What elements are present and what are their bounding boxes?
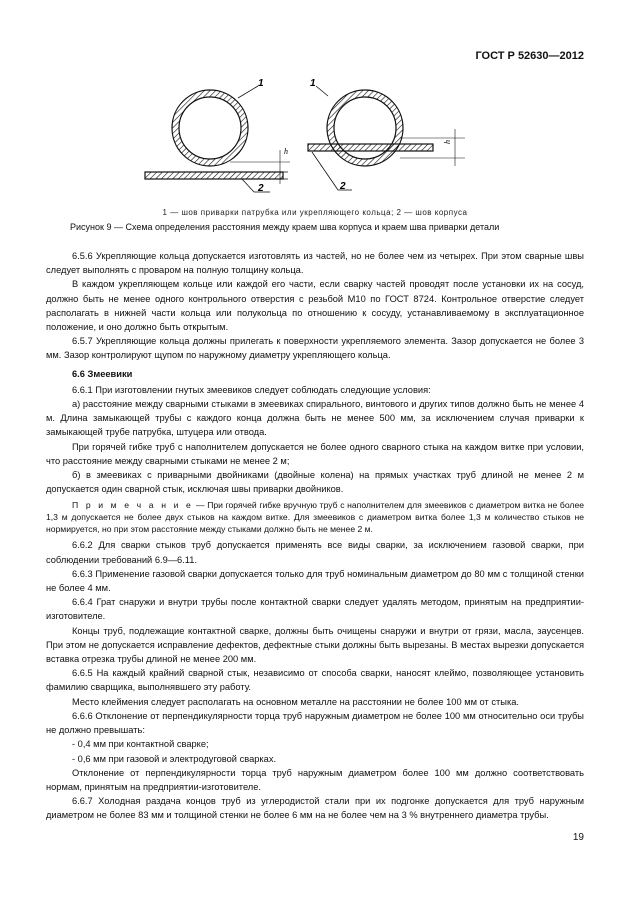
left-detail bbox=[145, 78, 290, 194]
note-text: — При горячей гибке вручную труб с наполнителем для змеевиков с диаметром витка не более 1,3 м допускается не более двух стыков на каждом витке. Для змеевиков с диаметром витка более 1,3 м количество стыков не нормируется, но при этом расстояние между стыками должно быть не менее 2 м. bbox=[46, 500, 584, 535]
list-item: - 0,6 мм при газовой и электродуговой сварках. bbox=[72, 753, 277, 764]
label-1-right: 1 bbox=[310, 78, 316, 89]
right-shell-plate bbox=[308, 144, 433, 151]
paragraph: 6.5.7 Укрепляющие кольца должны прилегать к поверхности укрепляемого элемента. Зазор допускается не более 3 мм. Зазор контролируют щупом по наружному диаметру укрепляющего кольца. bbox=[46, 336, 584, 361]
paragraph: 6.6.4 Грат снаружи и внутри трубы после контактной сварки следует удалять методом, принятым на предприятии-изготовителе. bbox=[46, 597, 584, 622]
paragraph: 6.6.7 Холодная раздача концов труб из углеродистой стали при их подгонке допускается для труб наружным диаметром не более 83 мм и толщиной стенки не более 6 мм на не более чем на 3 % внутреннего диаметра трубы. bbox=[46, 796, 584, 821]
paragraph: 6.6.2 Для сварки стыков труб допускается применять все виды сварки, за исключением газовой сварки, при соблюдении требований 6.9—6.11. bbox=[46, 540, 584, 565]
paragraph: Концы труб, подлежащие контактной сварке, должны быть очищены снаружи и внутри от грязи, масла, заусенцев. При этом не допускается исправление дефектов, дефектные стыки должны быть вырезаны. В местах вырезки допускается вставка отрезка трубы длиной не менее 200 мм. bbox=[46, 625, 584, 665]
paragraph: 6.6.3 Применение газовой сварки допускается только для труб номинальным диаметром до 80 мм с толщиной стенки не более 4 мм. bbox=[46, 568, 584, 594]
paragraph: б) в змеевиках с приварными двойниками (двойные колена) на прямых участках труб длиной не менее 2 м допускается один сварной стык, исключая швы приварки двойников. bbox=[46, 470, 584, 495]
note-label: П р и м е ч а н и е bbox=[72, 500, 194, 511]
paragraph: 6.6.5 На каждый крайний сварной стык, независимо от способа сварки, наносят клеймо, позволяющее установить фамилию сварщика, выполнявшего эту работу. bbox=[46, 668, 584, 693]
paragraph: В каждом укрепляющем кольце или каждой его части, если сварку частей проводят после установки их на сосуд, должно быть не менее одного контрольного отверстия с резьбой М10 по ГОСТ 8724. Контрольное отверстие следует располагать в нижней части кольца или полукольца по отношению к сосуду, устанавливаемому в эксплуатационное положение, и оно должно быть открытым. bbox=[46, 279, 584, 333]
note bbox=[46, 499, 584, 535]
paragraph: При горячей гибке труб с наполнителем допускается не более одного сварного стыка на каждом витке при условии, что расстояние между сварными стыками не менее 2 м; bbox=[46, 441, 584, 466]
document-id: ГОСТ Р 52630—2012 bbox=[475, 50, 584, 62]
right-detail bbox=[308, 78, 465, 192]
paragraph: а) расстояние между сварными стыками в змеевиках спирального, винтового и других типов должно быть не менее 4 м. Длина замыкающей трубы с каждого конца должна быть не менее 500 мм, за исключением случая приварки к замыкающей трубе патрубка, штуцера или отвода. bbox=[46, 399, 584, 438]
figure-legend: 1 — шов приварки патрубка или укрепляющего кольца; 2 — шов корпуса bbox=[162, 208, 468, 217]
paragraph: Отклонение от перпендикулярности торца труб наружным диаметром более 100 мм должно соответствовать нормам, принятым на предприятии-изготовителе. bbox=[46, 767, 584, 792]
dim-h-right: h bbox=[443, 140, 452, 144]
left-shell-plate bbox=[145, 172, 283, 179]
label-2-left: 2 bbox=[258, 183, 264, 194]
paragraph: Место клеймения следует располагать на основном металле на расстоянии не более 100 мм от стыка. bbox=[72, 696, 519, 707]
page-number: 19 bbox=[572, 832, 584, 843]
paragraph: 6.6.1 При изготовлении гнутых змеевиков следует соблюдать следующие условия: bbox=[72, 384, 431, 395]
list-item: - 0,4 мм при контактной сварке; bbox=[72, 739, 209, 750]
figure-caption: Рисунок 9 — Схема определения расстояния между краем шва корпуса и краем шва приварки детали bbox=[70, 222, 500, 232]
section-heading: 6.6 Змеевики bbox=[72, 368, 133, 379]
paragraph: 6.6.6 Отклонение от перпендикулярности торца труб наружным диаметром не более 100 мм относительно оси трубы не должно превышать: bbox=[46, 710, 584, 736]
paragraph: 6.5.6 Укрепляющие кольца допускается изготовлять из частей, но не более чем из четырех. При этом сварные швы следует выполнять с проваром на полную толщину кольца. bbox=[46, 251, 584, 276]
label-2-right: 2 bbox=[340, 181, 346, 192]
label-1-left: 1 bbox=[258, 78, 264, 89]
body-text bbox=[46, 249, 584, 823]
dim-h-left: h bbox=[284, 147, 288, 156]
figure-9-diagram bbox=[130, 74, 490, 204]
